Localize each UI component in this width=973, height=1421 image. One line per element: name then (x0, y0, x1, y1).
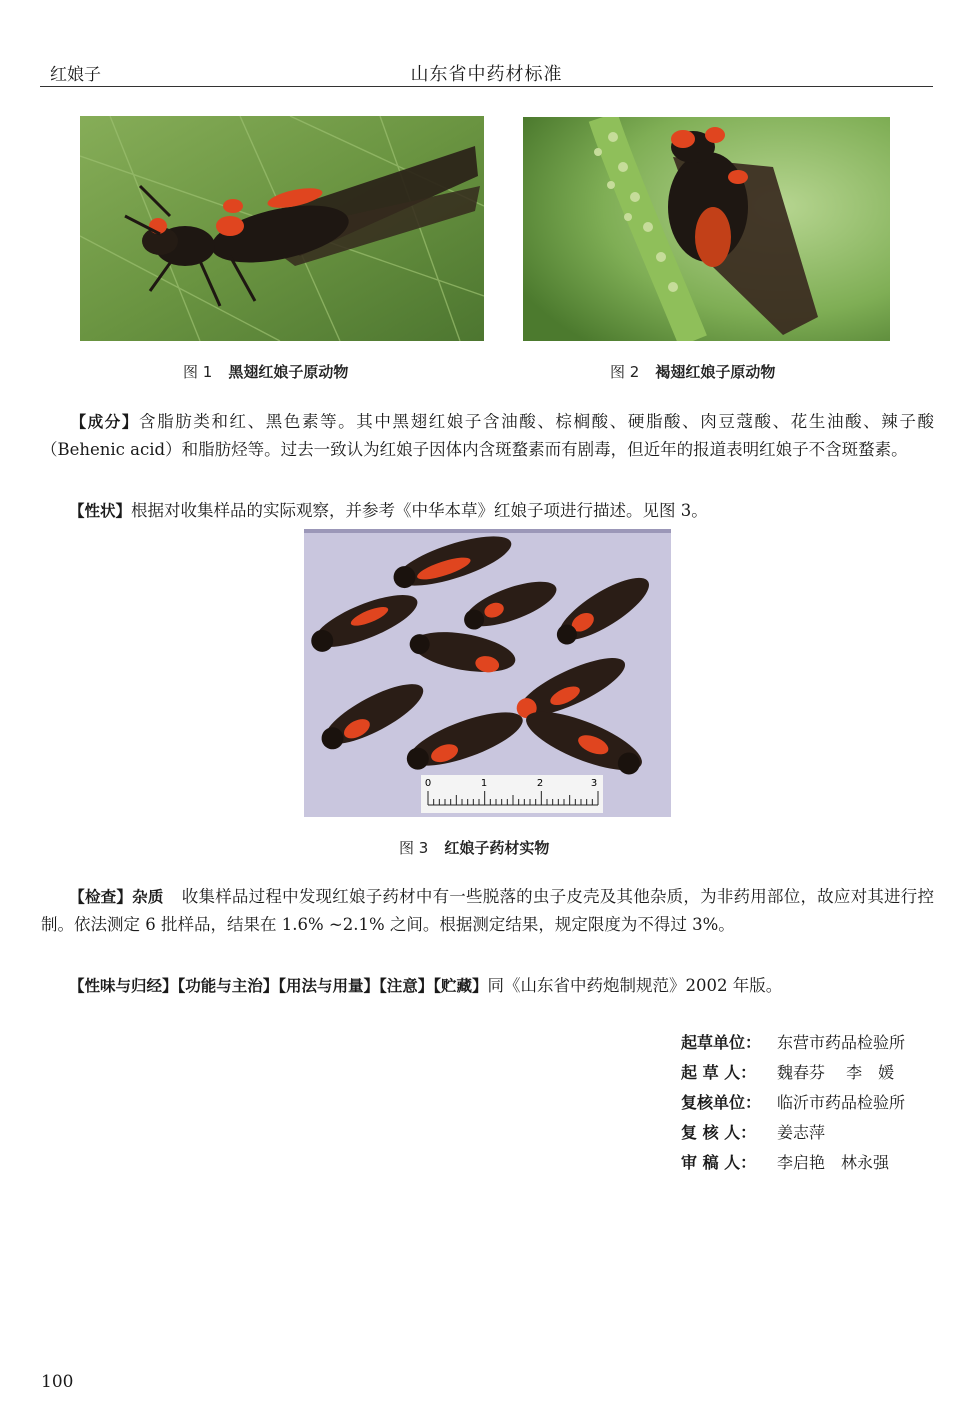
book-title: 山东省中药材标准 (410, 64, 563, 85)
credit-value: 魏春芬 李 媛 (777, 1063, 895, 1082)
header-rule (40, 86, 933, 87)
section-tongtiao (41, 972, 934, 1000)
section-jiancha (41, 883, 934, 938)
figure-3-label: 红娘子药材实物 (444, 839, 550, 857)
figure-3-photo (304, 529, 671, 817)
section-text-jiancha: 收集样品过程中发现红娘子药材中有一些脱落的虫子皮壳及其他杂质，为非药用部位，故应对其进行控制。依法测定 6 批样品，结果在 1.6% ~2.1% 之间。根据测定结果，规定限度为不得过 3%。 (41, 887, 934, 934)
credit-editor (681, 1148, 905, 1178)
ruler-label-1: 1 (480, 778, 488, 789)
figure-2-number: 图 2 (610, 363, 640, 381)
credit-value: 姜志萍 (777, 1123, 826, 1142)
section-text-tongtiao: 同《山东省中药炮制规范》2002 年版。 (487, 976, 783, 995)
figure-3-caption (399, 837, 549, 858)
credit-key: 审 稿 人： (681, 1153, 757, 1172)
ruler-label-2: 2 (536, 778, 544, 789)
figure-1-number: 图 1 (183, 363, 213, 381)
figure-1-caption (183, 361, 348, 382)
credit-key: 复 核 人： (681, 1123, 757, 1142)
credit-value: 李启艳 林永强 (777, 1153, 890, 1172)
credit-key: 起草单位： (681, 1033, 762, 1052)
ruler-label-3: 3 (590, 778, 598, 789)
credit-review-unit (681, 1088, 905, 1118)
section-tag-tongtiao: 【性味与归经】【功能与主治】【用法与用量】【注意】【贮藏】 (69, 977, 488, 995)
figure-2-photo (523, 117, 890, 341)
section-tag-chengfen: 【成分】 (69, 413, 140, 431)
section-chengfen (41, 408, 934, 463)
figure-1-photo (80, 116, 484, 341)
section-xingzhuang (41, 497, 934, 525)
credit-drafting-unit (681, 1028, 905, 1058)
credit-value: 临沂市药品检验所 (777, 1093, 906, 1112)
running-title: 红娘子 (50, 65, 101, 85)
credit-drafter (681, 1058, 905, 1088)
figure-2-caption (610, 361, 775, 382)
section-tag-jiancha: 【检查】杂质 (69, 888, 164, 906)
credit-reviewer (681, 1118, 905, 1148)
section-tag-xingzhuang: 【性状】 (69, 502, 132, 520)
section-text-chengfen: 含脂肪类和红、黑色素等。其中黑翅红娘子含油酸、棕榈酸、硬脂酸、肉豆蔻酸、花生油酸、辣子酸（Behenic acid）和脂肪烃等。过去一致认为红娘子因体内含斑蝥素而有剧毒，但近年的报道表明红娘子不含斑蝥素。 (41, 412, 934, 459)
figure-3-number: 图 3 (399, 839, 429, 857)
credit-value: 东营市药品检验所 (777, 1033, 906, 1052)
credit-key: 复核单位： (681, 1093, 762, 1112)
credits-block (681, 1028, 905, 1178)
section-text-xingzhuang: 根据对收集样品的实际观察，并参考《中华本草》红娘子项进行描述。见图 3。 (131, 501, 708, 520)
page-number: 100 (41, 1372, 74, 1392)
figure-1-label: 黑翅红娘子原动物 (228, 363, 349, 381)
credit-key: 起 草 人： (681, 1063, 757, 1082)
figure-2-label: 褐翅红娘子原动物 (655, 363, 776, 381)
ruler-label-0: 0 (424, 778, 432, 789)
